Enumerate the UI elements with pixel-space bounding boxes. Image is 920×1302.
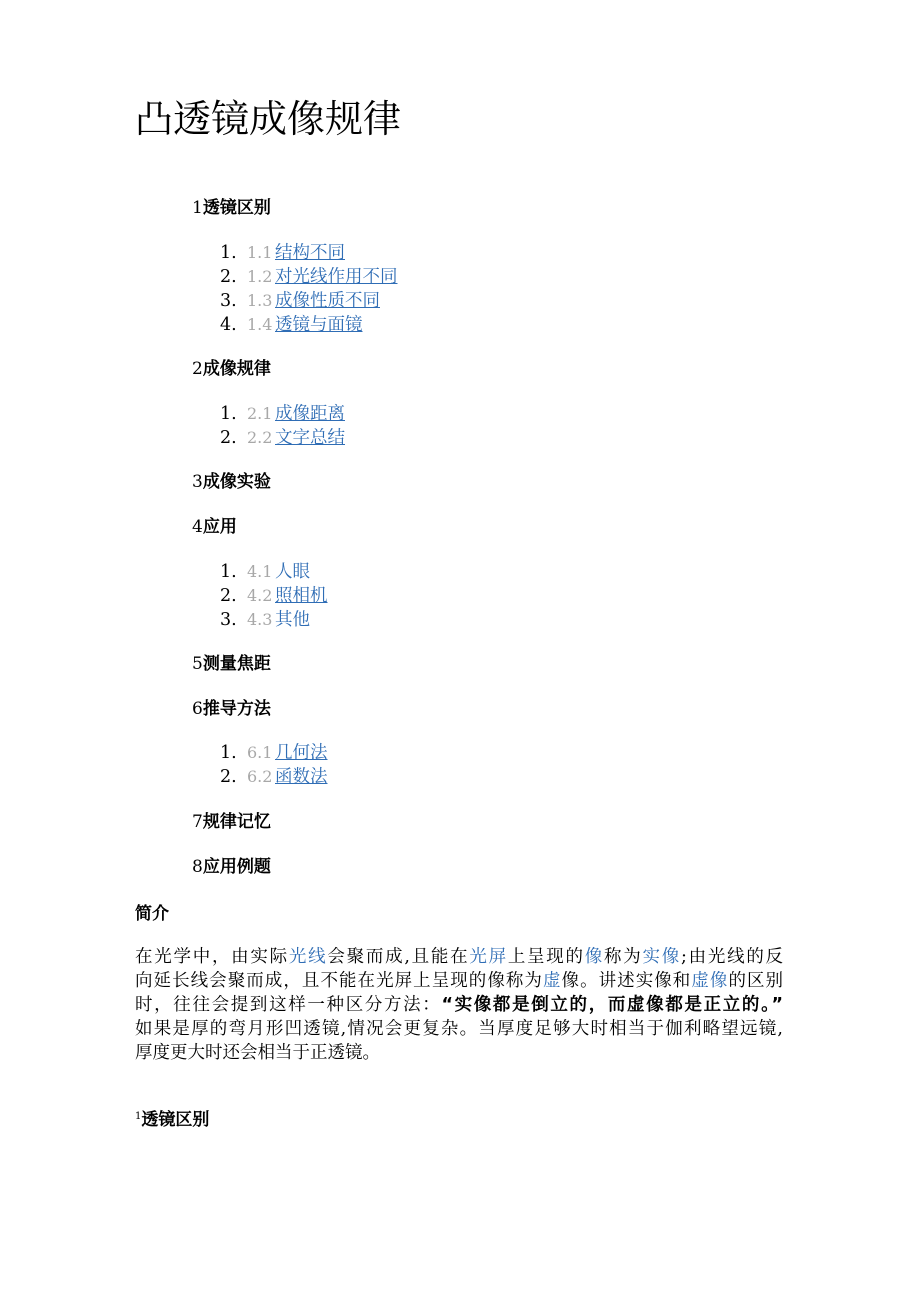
toc-item-link[interactable]: 结构不同 <box>275 242 345 263</box>
toc-item-4-1 <box>192 560 792 584</box>
toc-heading-number: 2 <box>192 359 203 380</box>
toc-item-6-1 <box>192 741 792 765</box>
toc-item-index: 2. <box>220 585 237 606</box>
toc-item-4-2 <box>192 584 792 608</box>
toc-item-4-3 <box>192 608 792 632</box>
toc-item-index: 2. <box>220 266 237 287</box>
toc-item-link[interactable]: 几何法 <box>275 743 328 764</box>
toc-item-index: 1. <box>220 561 237 582</box>
toc-item-code: 1.2 <box>247 266 273 286</box>
toc-heading-number: 8 <box>192 856 203 877</box>
toc-item-code: 2.2 <box>247 427 273 447</box>
toc-item-index: 3. <box>220 609 237 630</box>
paragraph-line <box>135 945 783 969</box>
toc-item-1-4 <box>192 313 792 337</box>
toc-item-2-2 <box>192 426 792 450</box>
toc-heading-8 <box>192 855 792 879</box>
toc-heading-7 <box>192 810 792 834</box>
text-run: 在光学中，由实际 <box>135 947 289 967</box>
toc-item-1-2 <box>192 265 792 289</box>
text-run: 向延长线会聚而成，且不能在光屏上呈现的像称为 <box>135 971 543 991</box>
toc-item-index: 1. <box>220 403 237 424</box>
toc-heading-3 <box>192 470 792 494</box>
inline-link[interactable]: 虚像 <box>691 971 729 991</box>
inline-link[interactable]: 光线 <box>288 947 328 967</box>
toc-item-link[interactable]: 人眼 <box>275 561 310 582</box>
inline-link[interactable]: 虚 <box>542 971 562 991</box>
toc-heading-number: 7 <box>192 811 203 832</box>
page-title: 凸透镜成像规律 <box>135 97 402 141</box>
text-run: 如果是厚的弯月形凹透镜,情况会更复杂。当厚度足够大时相当于伽利略望远镜, <box>135 1019 783 1039</box>
intro-paragraph <box>135 945 783 1065</box>
toc-heading-label: 测量焦距 <box>202 654 271 675</box>
toc-item-1-1 <box>192 241 792 265</box>
bold-text: “实像都是倒立的，而虚像都是正立的。” <box>441 995 783 1015</box>
toc-sublist-4 <box>192 560 792 632</box>
toc-heading-label: 规律记忆 <box>202 811 271 832</box>
text-run: 厚度更大时还会相当于正透镜。 <box>135 1043 380 1063</box>
toc-item-code: 1.4 <box>247 314 273 334</box>
toc-item-2-1 <box>192 402 792 426</box>
toc-item-index: 4. <box>220 314 237 335</box>
intro-heading: 简介 <box>135 904 169 924</box>
section-heading <box>135 1105 209 1132</box>
toc-item-index: 1. <box>220 743 237 764</box>
toc-item-code: 4.1 <box>247 561 273 581</box>
toc-heading-number: 1 <box>192 198 203 218</box>
toc-heading-1 <box>192 196 792 220</box>
toc-item-code: 1.3 <box>247 290 273 310</box>
toc-sublist-1 <box>192 241 792 337</box>
toc-item-code: 1.1 <box>247 242 273 262</box>
toc-item-index: 3. <box>220 290 237 311</box>
toc-heading-5 <box>192 652 792 676</box>
toc-item-index: 2. <box>220 767 237 788</box>
toc-item-link[interactable]: 其他 <box>275 609 310 630</box>
text-run: 时，往往会提到这样一种区分方法： <box>135 995 442 1015</box>
inline-link[interactable]: 实像 <box>642 947 681 967</box>
toc-item-code: 6.2 <box>247 767 273 787</box>
section-number: 1 <box>135 1111 142 1122</box>
toc-item-link[interactable]: 成像距离 <box>275 403 345 424</box>
toc-item-link[interactable]: 函数法 <box>275 767 328 788</box>
paragraph-line <box>135 1041 783 1065</box>
inline-link[interactable]: 像 <box>584 947 605 967</box>
toc-item-index: 1. <box>220 242 237 263</box>
table-of-contents <box>192 196 792 899</box>
toc-item-code: 2.1 <box>247 403 273 423</box>
toc-heading-number: 6 <box>192 698 203 719</box>
toc-item-6-2 <box>192 765 792 789</box>
text-run: 上呈现的 <box>507 947 585 967</box>
text-run: 会聚而成,且能在 <box>327 947 470 967</box>
text-run: 称为 <box>604 947 643 967</box>
toc-heading-number: 4 <box>192 516 203 537</box>
toc-item-link[interactable]: 文字总结 <box>275 427 345 448</box>
paragraph-line <box>135 993 783 1017</box>
inline-link[interactable]: 光屏 <box>469 947 508 967</box>
toc-heading-number: 5 <box>192 654 203 675</box>
toc-heading-6 <box>192 697 792 721</box>
toc-heading-number: 3 <box>192 472 203 493</box>
toc-heading-4 <box>192 515 792 539</box>
toc-item-link[interactable]: 透镜与面镜 <box>275 314 363 335</box>
section-label: 透镜区别 <box>141 1110 210 1130</box>
text-run: ;由光线的反 <box>680 947 784 967</box>
text-run: 像。讲述实像和 <box>561 971 692 991</box>
toc-heading-2 <box>192 357 792 381</box>
paragraph-line <box>135 1017 783 1041</box>
toc-heading-label: 应用例题 <box>202 856 271 877</box>
toc-heading-label: 应用 <box>202 516 237 537</box>
toc-sublist-6 <box>192 741 792 789</box>
toc-heading-label: 成像规律 <box>202 359 271 380</box>
toc-item-link[interactable]: 成像性质不同 <box>275 290 380 311</box>
toc-item-index: 2. <box>220 427 237 448</box>
toc-sublist-2 <box>192 402 792 450</box>
toc-item-1-3 <box>192 289 792 313</box>
toc-item-link[interactable]: 照相机 <box>275 585 328 606</box>
toc-heading-label: 成像实验 <box>202 472 271 493</box>
toc-item-code: 4.3 <box>247 609 273 629</box>
toc-heading-label: 推导方法 <box>202 698 271 719</box>
paragraph-line <box>135 969 783 993</box>
toc-item-code: 4.2 <box>247 585 273 605</box>
toc-heading-label: 透镜区别 <box>202 198 271 218</box>
toc-item-code: 6.1 <box>247 743 273 763</box>
toc-item-link[interactable]: 对光线作用不同 <box>275 266 398 287</box>
text-run: 的区别 <box>728 971 784 991</box>
